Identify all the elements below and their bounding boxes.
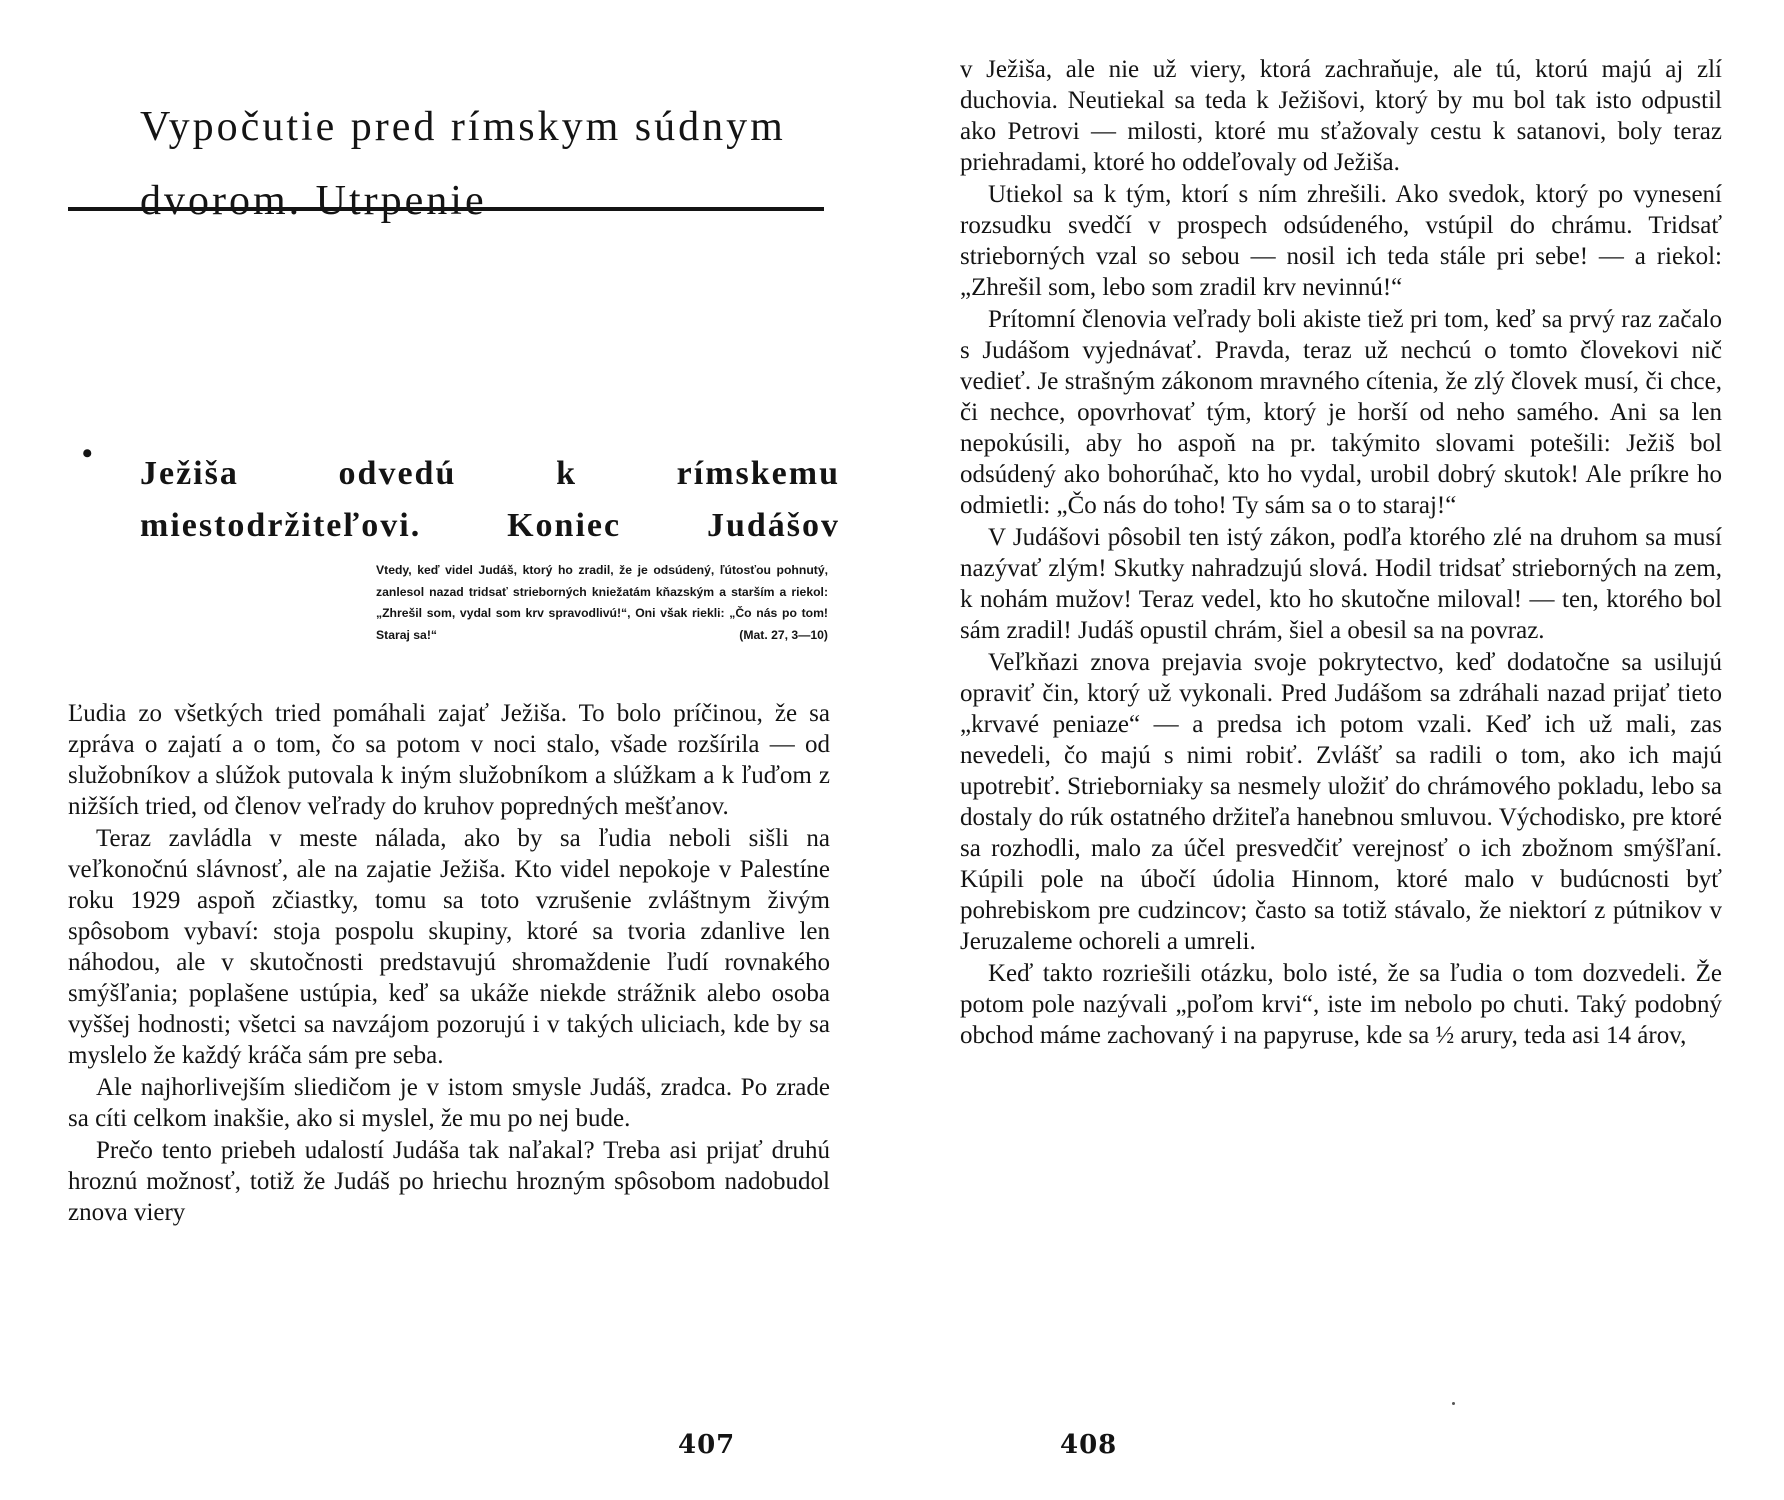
title-rule [68, 207, 824, 211]
chapter-title: Vypočutie pred rímskym súdnym dvorom. Utrpenie [140, 104, 786, 225]
page-number: 407 [678, 1430, 736, 1460]
paragraph: Teraz zavládla v meste nálada, ako by sa ľudia neboli sišli na veľkonočnú slávnosť, ale na zajatie Ježiša. Kto videl nepokoje v Palestíne roku 1929 aspoň zčiastky, tomu sa toto vzrušenie zvláštnym živým spôsobom vybaví: stoja pospolu skupiny, ktoré sa tvoria zdanlive len náhodou, ale v skutočnosti predstavujú shromaždenie ľudí rovnakého smýšľania; poplašene ustúpia, keď sa ukáže niekde strážnik alebo osoba vyššej hodnosti; všetci sa navzájom pozorujú i v takých uliciach, kde by sa myslelo že každý kráča sám pre seba. [68, 825, 830, 1069]
paragraph: Ale najhorlivejším sliedičom je v istom smysle Judáš, zradca. Po zrade sa cíti celkom inakšie, ako si myslel, že mu po nej bude. [68, 1074, 830, 1132]
section-heading: Ježiša odvedú k rímskemu miestodržiteľovi. Koniec Judášov [140, 455, 840, 544]
epigraph-text: Vtedy, keď videl Judáš, ktorý ho zradil, že je odsúdený, ľútosťou pohnutý, zanlesol nazad tridsať strieborných kniežatám kňazským a starším a riekol: „Zhrešil som, vydal som krv spravodlivú!“, Oni však riekli: „Čo nás po tom! Staraj sa!“ [376, 563, 828, 642]
paragraph: Veľkňazi znova prejavia svoje pokrytectvo, keď dodatočne sa usilujú opraviť čin, ktorý už vykonali. Pred Judášom sa zdráhali nazad prijať tieto „krvavé peniaze“ — a predsa ich potom vzali. Keď ich už mali, zas nevedeli, čo majú s nimi robiť. Zvlášť sa radili o tom, ako ich majú upotrebiť. Strieborniaky sa nesmely uložiť do chrámového pokladu, lebo sa dostaly do rúk ostatného držiteľa hanebnou smluvou. Východisko, pre ktoré sa rozhodli, malo za účel presvedčiť verejnosť o ich zbožnom smýšľaní. Kúpili pole na úbočí údolia Hinnom, ktoré malo v budúcnosti byť pohrebiskom pre cudzincov; často sa totiž stávalo, že niektorí z pútnikov v Jeruzaleme ochoreli a umreli. [960, 649, 1722, 955]
paragraph: Prečo tento priebeh udalostí Judáša tak naľakal? Treba asi prijať druhú hroznú možnosť, totiž že Judáš po hriechu hrozným spôsobom nadobudol znova viery [68, 1137, 830, 1226]
section-bullet: • [82, 437, 93, 470]
paragraph: Keď takto rozriešili otázku, bolo isté, že sa ľudia o tom dozvedeli. Že potom pole nazývali „poľom krvi“, iste im nebolo po chuti. Taký podobný obchod máme zachovaný i na papyruse, kde sa ½ arury, teda asi 14 árov, [960, 960, 1722, 1049]
page-number: 408 [1060, 1430, 1118, 1460]
paragraph: V Judášovi pôsobil ten istý zákon, podľa ktorého zlé na druhom sa musí nazývať zlým! Skutky nahradzujú slová. Hodil tridsať strieborných na zem, k nohám mužov! Teraz vedel, kto ho skutočne miloval! — ten, ktorého bol sám zradil! Judáš opustil chrám, šiel a obesil sa na povraz. [960, 524, 1722, 644]
paragraph: Utiekol sa k tým, ktorí s ním zhrešili. Ako svedok, ktorý po vynesení rozsudku svedčí v prospech odsúdeného, vstúpil do chrámu. Tridsať strieborných vzal so sebou — nosil ich teda stále pri sebe! — a riekol: „Zhrešil som, lebo som zradil krv nevinnú!“ [960, 181, 1722, 301]
epigraph-reference: (Mat. 27, 3—10) [739, 627, 828, 642]
epigraph [376, 560, 828, 646]
paragraph: v Ježiša, ale nie už viery, ktorá zachraňuje, ale tú, ktorú majú aj zlí duchovia. Neutiekal sa teda k Ježišovi, ktorý by mu bol tak isto odpustil ako Petrovi — milosti, ktoré mu sťažovaly cestu k satanovi, boly teraz priehradami, ktoré ho oddeľovaly od Ježiša. [960, 56, 1722, 176]
print-speck [1452, 1402, 1455, 1405]
left-body-text [68, 698, 830, 1229]
right-body-text [960, 54, 1722, 1052]
paragraph: Prítomní členovia veľrady boli akiste tiež pri tom, keď sa prvý raz začalo s Judášom vyjednávať. Pravda, teraz už nechcú o tomto človekovi nič vedieť. Je strašným zákonom mravného cítenia, že zlý človek musí, či chce, či nechce, opovrhovať tým, ktorý je horší od neho samého. Ani sa len nepokúsili, aby ho aspoň na pr. takýmito slovami potešili: Ježiš bol odsúdený ako bohorúhač, kto ho vydal, urobil dobrý skutok! Ale príkre ho odmietli: „Čo nás do toho! Ty sám sa o to staraj!“ [960, 306, 1722, 519]
right-page [892, 0, 1784, 1500]
paragraph: Ľudia zo všetkých tried pomáhali zajať Ježiša. To bolo príčinou, že sa zpráva o zajatí a o tom, čo sa potom v noci stalo, všade rozšírila — od služobníkov a slúžok putovala k iným služobníkom a slúžkam a k ľuďom z nižších tried, od členov veľrady do kruhov popredných mešťanov. [68, 700, 830, 820]
